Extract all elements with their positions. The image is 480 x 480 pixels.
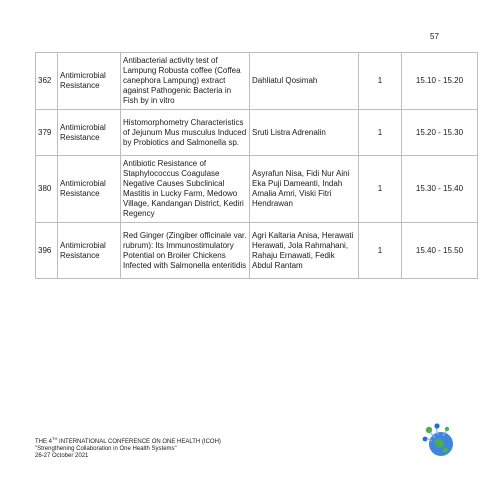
title-cell: Red Ginger (Zingiber officinale var. rubrum): Its Immunostimulatory Potential on Broiler Chickens Infected with Salmonella enteritidis — [121, 223, 250, 279]
schedule-table — [35, 52, 478, 279]
time-slot-cell: 15.10 - 15.20 — [402, 53, 478, 110]
authors-cell: Sruti Listra Adrenalin — [250, 110, 359, 156]
count-cell: 1 — [359, 53, 402, 110]
category-cell: Antimicrobial Resistance — [58, 223, 121, 279]
time-slot-cell: 15.30 - 15.40 — [402, 156, 478, 223]
table-row — [36, 53, 478, 110]
table-row — [36, 110, 478, 156]
abstract-id-cell: 379 — [36, 110, 58, 156]
authors-cell: Dahliatul Qosimah — [250, 53, 359, 110]
conference-footer — [35, 435, 221, 460]
abstract-id-cell: 362 — [36, 53, 58, 110]
conference-theme: "Strengthening Collaboration in One Health Systems" — [35, 446, 177, 452]
count-cell: 1 — [359, 223, 402, 279]
authors-cell: Asyrafun Nisa, Fidi Nur Aini Eka Puji Dameanti, Indah Amalia Amri, Viski Fitri Hendrawan — [250, 156, 359, 223]
conference-name: THE 4TH INTERNATIONAL CONFERENCE ON ONE HEALTH (ICOH) — [35, 436, 221, 445]
time-slot-cell: 15.40 - 15.50 — [402, 223, 478, 279]
conference-dates: 26-27 October 2021 — [35, 453, 89, 459]
table-row — [36, 223, 478, 279]
authors-cell: Agri Kaltaria Anisa, Herawati Herawati, Jola Rahmahani, Rahaju Ernawati, Fedik Abdul Rantam — [250, 223, 359, 279]
category-cell: Antimicrobial Resistance — [58, 53, 121, 110]
abstract-id-cell: 380 — [36, 156, 58, 223]
title-cell: Histomorphometry Characteristics of Jejunum Mus musculus Induced by Probiotics and Salmonella sp. — [121, 110, 250, 156]
table-row — [36, 156, 478, 223]
title-cell: Antibiotic Resistance of Staphylococcus Coagulase Negative Causes Subclinical Mastitis in Lucky Farm, Medowo Village, Kandangan District, Kediri Regency — [121, 156, 250, 223]
page-number: 57 — [430, 32, 439, 41]
category-cell: Antimicrobial Resistance — [58, 156, 121, 223]
category-cell: Antimicrobial Resistance — [58, 110, 121, 156]
conference-logo-icon — [417, 418, 459, 460]
count-cell: 1 — [359, 110, 402, 156]
abstract-id-cell: 396 — [36, 223, 58, 279]
count-cell: 1 — [359, 156, 402, 223]
title-cell: Antibacterial activity test of Lampung Robusta coffee (Coffea canephora Lampung) extract against Pathogenic Bacteria in Fish by in vitro — [121, 53, 250, 110]
time-slot-cell: 15.20 - 15.30 — [402, 110, 478, 156]
